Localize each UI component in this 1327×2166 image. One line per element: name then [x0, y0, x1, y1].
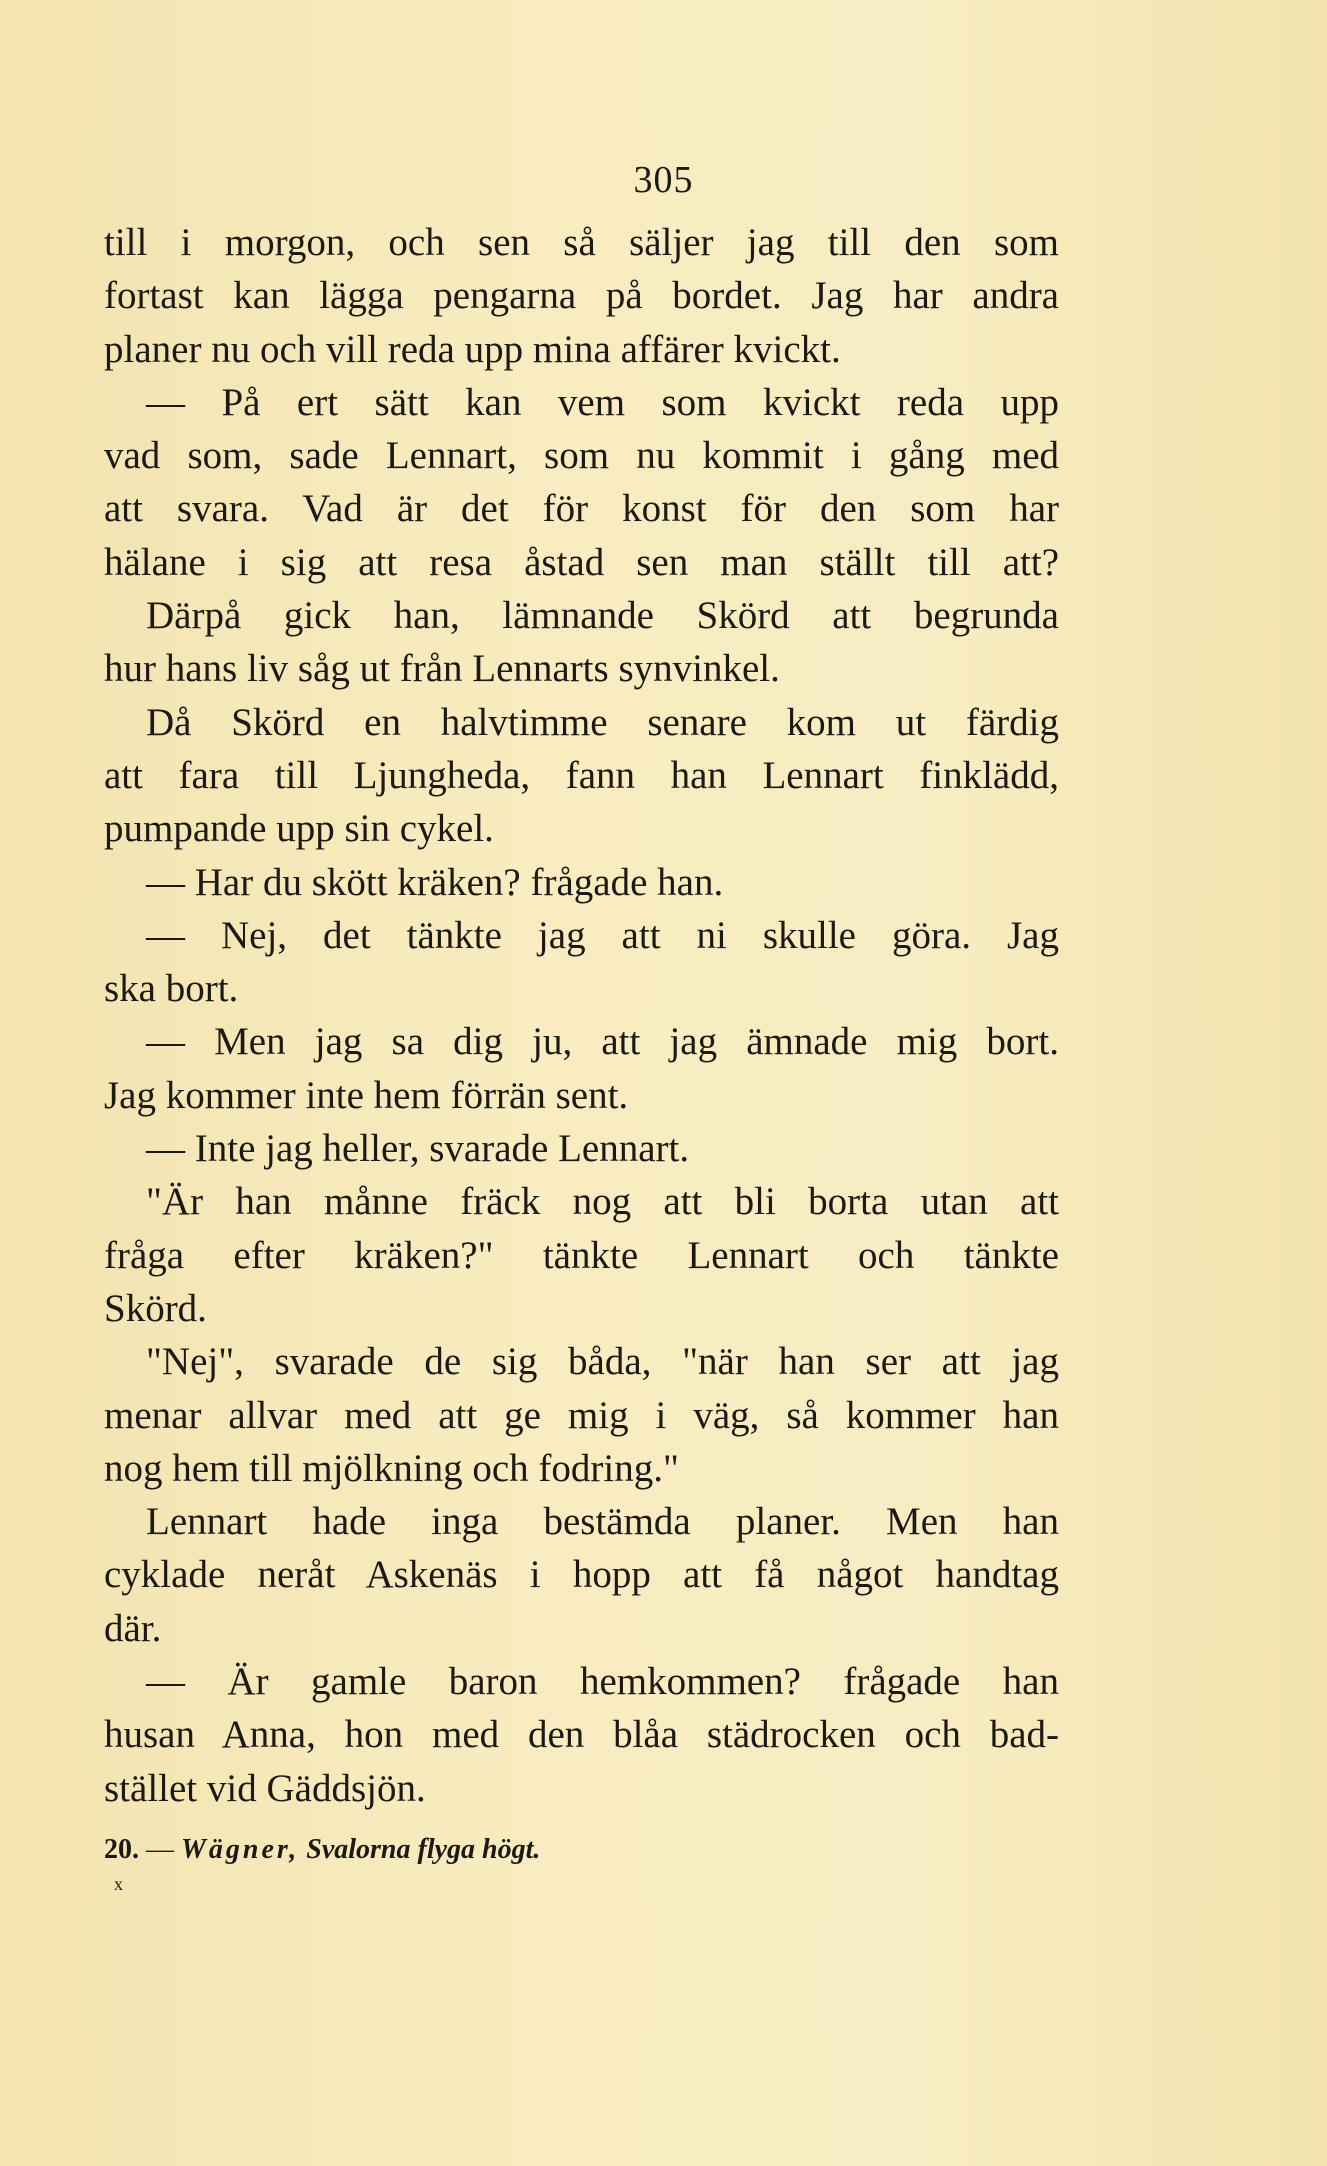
text-line: att fara till Ljungheda, fann han Lennart finklädd, [104, 753, 1059, 797]
text-line: fråga efter kräken?" tänkte Lennart och tänkte [104, 1233, 1059, 1277]
text-line: hur hans liv såg ut från Lennarts synvinkel. [104, 647, 780, 691]
text-line: — Nej, det tänkte jag att ni skulle göra. Jag [146, 913, 1059, 957]
text-line: "Är han månne fräck nog att bli borta utan att [146, 1180, 1059, 1224]
text-line: vad som, sade Lennart, som nu kommit i gång med [104, 434, 1059, 478]
text-line: nog hem till mjölkning och fodring." [104, 1446, 679, 1490]
text-line: Jag kommer inte hem förrän sent. [104, 1073, 629, 1117]
text-line: Då Skörd en halvtimme senare kom ut färdig [146, 700, 1059, 744]
text-line: där. [104, 1606, 162, 1650]
text-line: husan Anna, hon med den blåa städrocken och bad- [104, 1713, 1059, 1757]
signature-number: 20. [104, 1834, 139, 1865]
text-line: "Nej", svarade de sig båda, "när han ser att jag [146, 1340, 1059, 1384]
text-line: — Har du skött kräken? frågade han. [146, 860, 724, 904]
text-line: hälane i sig att resa åstad sen man ställt till att? [104, 540, 1059, 584]
signature-dash: — [146, 1834, 174, 1865]
text-line: stället vid Gäddsjön. [104, 1766, 426, 1810]
text-line: — Är gamle baron hemkommen? frågade han [146, 1660, 1059, 1704]
text-line: — Inte jag heller, svarade Lennart. [146, 1127, 690, 1171]
text-line: ska bort. [104, 967, 239, 1011]
text-line: Skörd. [104, 1286, 207, 1330]
footer-title: Svalorna flyga högt. [306, 1834, 541, 1865]
text-line: Därpå gick han, lämnande Skörd att begrunda [146, 594, 1059, 638]
text-line: cyklade neråt Askenäs i hopp att få något handtag [104, 1553, 1059, 1597]
text-line: — På ert sätt kan vem som kvickt reda upp [146, 380, 1059, 424]
page-number: 305 [633, 159, 694, 201]
text-line: pumpande upp sin cykel. [104, 807, 494, 851]
text-line: Lennart hade inga bestämda planer. Men han [146, 1500, 1059, 1544]
text-line: till i morgon, och sen så säljer jag till den som [104, 221, 1059, 264]
footer-mark: x [114, 1874, 123, 1894]
text-line: menar allvar med att ge mig i väg, så kommer han [104, 1393, 1059, 1437]
text-line: fortast kan lägga pengarna på bordet. Jag har andra [104, 274, 1059, 318]
text-line: planer nu och vill reda upp mina affärer kvickt. [104, 327, 841, 371]
footer-author: Wägner, [181, 1834, 300, 1865]
footer-signature [104, 1834, 540, 1866]
body-text [104, 216, 1059, 1815]
text-line: — Men jag sa dig ju, att jag ämnade mig bort. [146, 1020, 1059, 1064]
text-line: att svara. Vad är det för konst för den som har [104, 487, 1059, 531]
